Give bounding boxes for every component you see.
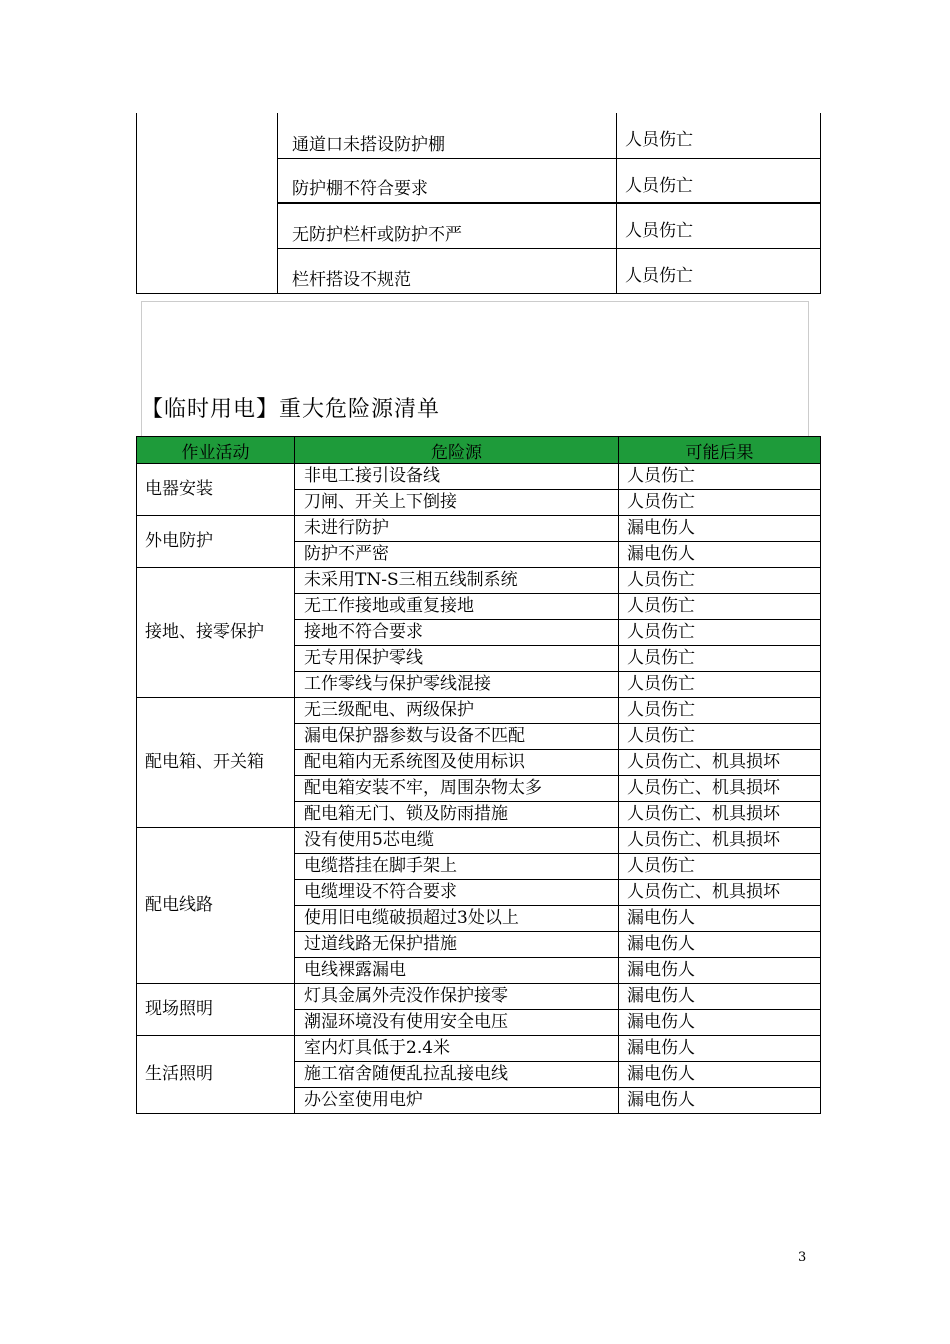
hazard-cell: 工作零线与保护零线混接 [295, 672, 619, 698]
consequence-cell: 人员伤亡 [619, 620, 821, 646]
hazard-cell: 通道口未搭设防护棚 [278, 113, 617, 158]
table-row [137, 516, 821, 542]
consequence-cell: 人员伤亡 [619, 568, 821, 594]
consequence-cell: 漏电伤人 [619, 958, 821, 984]
consequence-cell: 人员伤亡 [617, 158, 821, 203]
header-activity: 作业活动 [137, 437, 295, 464]
continued-hazard-table [136, 113, 821, 294]
consequence-cell: 人员伤亡 [619, 594, 821, 620]
hazard-cell: 接地不符合要求 [295, 620, 619, 646]
consequence-cell: 漏电伤人 [619, 1010, 821, 1036]
hazard-list-table [136, 436, 821, 1114]
header-hazard: 危险源 [295, 437, 619, 464]
hazard-cell: 防护不严密 [295, 542, 619, 568]
hazard-cell: 漏电保护器参数与设备不匹配 [295, 724, 619, 750]
hazard-cell: 电缆搭挂在脚手架上 [295, 854, 619, 880]
consequence-cell: 人员伤亡、机具损坏 [619, 776, 821, 802]
page-number: 3 [798, 1250, 807, 1265]
table-row [137, 984, 821, 1010]
hazard-cell: 未进行防护 [295, 516, 619, 542]
consequence-cell: 人员伤亡、机具损坏 [619, 750, 821, 776]
hazard-cell: 过道线路无保护措施 [295, 932, 619, 958]
activity-cell: 配电线路 [137, 828, 295, 984]
consequence-cell: 人员伤亡 [619, 646, 821, 672]
consequence-cell: 漏电伤人 [619, 516, 821, 542]
section-title: 【临时用电】重大危险源清单 [141, 397, 441, 422]
table-row [137, 113, 821, 158]
consequence-cell: 漏电伤人 [619, 1036, 821, 1062]
table-row [137, 1036, 821, 1062]
consequence-cell: 人员伤亡 [619, 672, 821, 698]
activity-cell-empty [137, 113, 278, 293]
hazard-cell: 电线裸露漏电 [295, 958, 619, 984]
hazard-cell: 未采用TN-S三相五线制系统 [295, 568, 619, 594]
hazard-cell: 无专用保护零线 [295, 646, 619, 672]
header-consequence: 可能后果 [619, 437, 821, 464]
hazard-cell: 配电箱内无系统图及使用标识 [295, 750, 619, 776]
hazard-cell: 刀闸、开关上下倒接 [295, 490, 619, 516]
hazard-cell: 灯具金属外壳没作保护接零 [295, 984, 619, 1010]
consequence-cell: 漏电伤人 [619, 542, 821, 568]
consequence-cell: 人员伤亡、机具损坏 [619, 802, 821, 828]
consequence-cell: 人员伤亡、机具损坏 [619, 880, 821, 906]
hazard-cell: 配电箱无门、锁及防雨措施 [295, 802, 619, 828]
consequence-cell: 人员伤亡、机具损坏 [619, 828, 821, 854]
hazard-cell: 无防护栏杆或防护不严 [278, 203, 617, 248]
consequence-cell: 漏电伤人 [619, 1062, 821, 1088]
hazard-cell: 没有使用5芯电缆 [295, 828, 619, 854]
table-row [137, 698, 821, 724]
activity-cell: 配电箱、开关箱 [137, 698, 295, 828]
hazard-cell: 室内灯具低于2.4米 [295, 1036, 619, 1062]
hazard-cell: 电缆埋设不符合要求 [295, 880, 619, 906]
consequence-cell: 漏电伤人 [619, 906, 821, 932]
consequence-cell: 漏电伤人 [619, 1088, 821, 1114]
hazard-cell: 无三级配电、两级保护 [295, 698, 619, 724]
table-row [137, 568, 821, 594]
hazard-cell: 非电工接引设备线 [295, 464, 619, 490]
consequence-cell: 人员伤亡 [619, 854, 821, 880]
consequence-cell: 人员伤亡 [617, 203, 821, 248]
activity-cell: 现场照明 [137, 984, 295, 1036]
consequence-cell: 人员伤亡 [619, 490, 821, 516]
consequence-cell: 漏电伤人 [619, 932, 821, 958]
hazard-cell: 使用旧电缆破损超过3处以上 [295, 906, 619, 932]
consequence-cell: 人员伤亡 [617, 248, 821, 293]
consequence-cell: 人员伤亡 [619, 698, 821, 724]
consequence-cell: 人员伤亡 [617, 113, 821, 158]
hazard-cell: 施工宿舍随便乱拉乱接电线 [295, 1062, 619, 1088]
hazard-cell: 办公室使用电炉 [295, 1088, 619, 1114]
consequence-cell: 漏电伤人 [619, 984, 821, 1010]
activity-cell: 外电防护 [137, 516, 295, 568]
activity-cell: 接地、接零保护 [137, 568, 295, 698]
hazard-cell: 无工作接地或重复接地 [295, 594, 619, 620]
activity-cell: 电器安装 [137, 464, 295, 516]
table-row [137, 464, 821, 490]
activity-cell: 生活照明 [137, 1036, 295, 1114]
consequence-cell: 人员伤亡 [619, 464, 821, 490]
consequence-cell: 人员伤亡 [619, 724, 821, 750]
hazard-cell: 防护棚不符合要求 [278, 158, 617, 203]
header-row [137, 437, 821, 464]
hazard-cell: 栏杆搭设不规范 [278, 248, 617, 293]
hazard-cell: 配电箱安装不牢，周围杂物太多 [295, 776, 619, 802]
hazard-cell: 潮湿环境没有使用安全电压 [295, 1010, 619, 1036]
table-row [137, 828, 821, 854]
